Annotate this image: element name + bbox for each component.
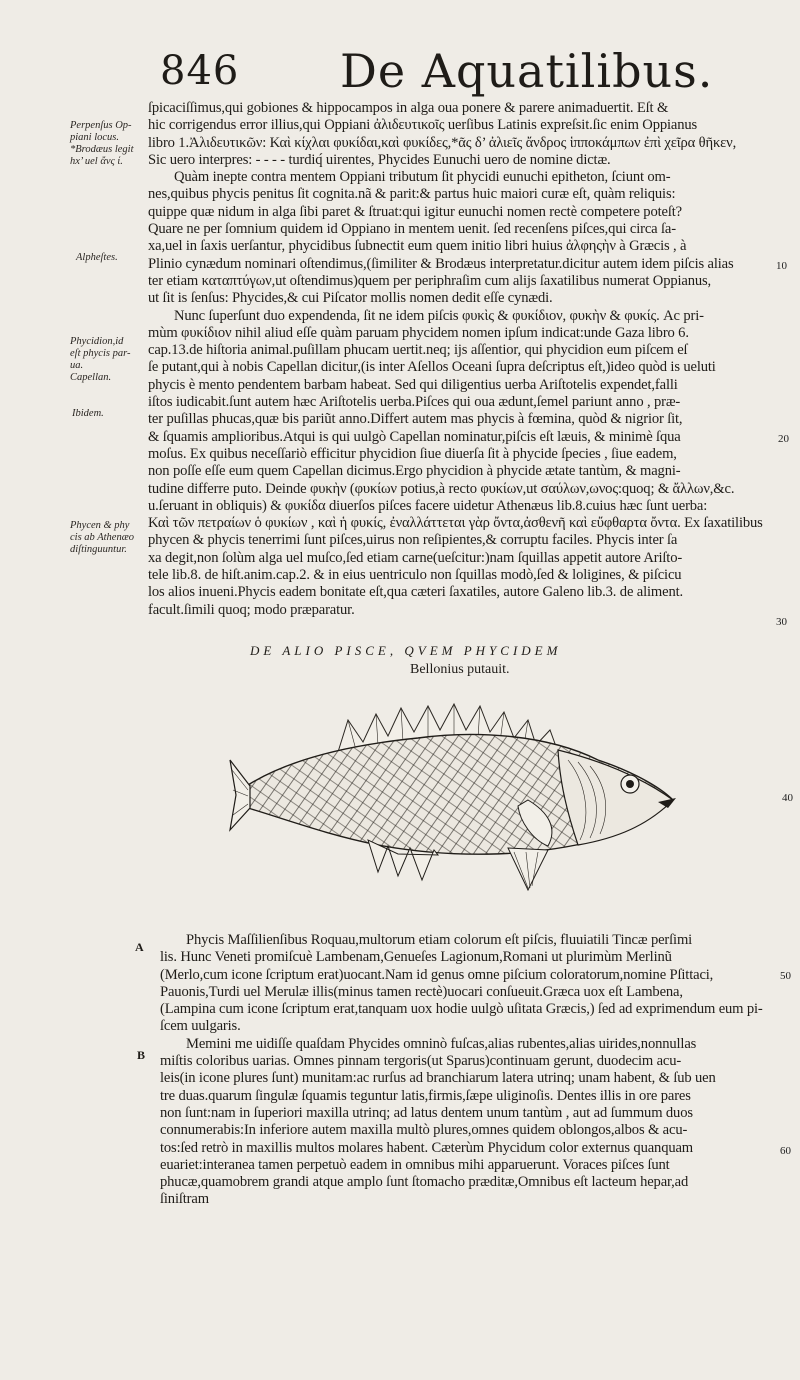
fish-woodcut-illustration [228,690,688,905]
section-letter: A [135,940,144,954]
text-line: ſpicaciſſimus,qui gobiones & hippocampos in alga oua ponere & parere animaduertit. Eſt & [148,100,669,116]
line-number: 20 [778,433,789,445]
text-line: hic corrigendus error illius,qui Oppiani ἀλιδευτικοῖς uerſibus Latinis expreſsit.ſic enim Oppianus [148,117,698,134]
margin-note: Phycen & phy cis ab Athenæo diſtinguuntur. [70,520,134,555]
text-line: moſus. Ex quibus neceſſariò efficitur phycidion ſiue diuerſa ſit à phycide ſpecies , ſiue eadem, [148,445,677,462]
text-line: phycen & phycis tenerrimi ſunt piſces,uirus non reſipientes,& corruptu faciles. Phycis inter ſa [148,532,678,549]
main-text-top [148,100,786,619]
text-line: quippe quæ nidum in alga ſibi paret & ſtruat:qui igitur eunuchi nomen rectè competere poteſt? [148,203,682,220]
text-line: Sic uero interpres: - - - - turdiq́ uirentes, Phycides Eunuchi uero de nomine dictæ. [148,151,611,168]
text-line: iſtos iudicabit.ſunt autem hæc Ariſtotelis uerba.Piſces qui oua ædunt,ſemel pariunt anno , præ- [148,394,681,411]
running-title: De Aquatilibus. [340,44,714,98]
text-line: tos:ſed retrò in maxillis multos molares habent. Cæterùm Phycidum color externus quanquam [160,1139,694,1156]
text-line: ut ſit is ſenſus: Phycides,& cui Piſcator mollis nomen dedit eſſe cynædi. [148,290,553,307]
text-line: leis(in icone plures ſunt) munitam:ac rurſus ad branchiarum latera utrinq; unam habent, & ſub uen [160,1070,716,1087]
text-line: los alios inueni.Phycis eadem bonitate eſt,qua cæteri ſaxatiles, autore Galeno lib.3. de aliment. [148,584,683,601]
section-heading: DE ALIO PISCE, QVEM PHYCIDEM [250,643,562,658]
line-number: 60 [780,1145,791,1157]
page-header [160,44,780,98]
tail-fin [230,760,250,830]
text-line: Quare ne per ſomnium quidem id Oppiano in mentem uenit. ſed recenſens piſces,qui circa ſa- [148,221,676,238]
text-line: (Merlo,cum icone ſcriptum erat)uocant.Nam id genus omne piſcium coloratorum,nomine Pſittaci, [160,966,714,983]
text-line: (Lampina cum icone ſcriptum erat,tanquam uox hodie uulgò uſitata Græcis,) ſed ad exprimendum eum pi- [160,1001,763,1018]
text-line: ſcem uulgaris. [160,1018,241,1035]
line-number: 40 [782,792,793,804]
text-line: tudine differre puto. Deinde φυκὴν (φυκίων potius,à recto φυκίων,ut σαύλων,ωνος:quoq; & ἄλλων,&c. [148,480,735,497]
text-line: facult.ſimili quoq; modo præparatur. [148,601,355,618]
text-line: phucæ,quamobrem grandi atque amplo ſunt ſtomacho præditæ,Omnibus eſt lacteum hepar,ad [160,1174,689,1191]
text-line: Memini me uidiſſe quaſdam Phycides omninò fuſcas,alias rubentes,alias uirides,nonnullas [186,1035,697,1052]
text-line: xa degit,non ſolùm alga uel muſco,ſed etiam carne(ueſcitur:)nam ſquillas appetit autore Ariſto- [148,549,683,566]
text-line: Plinio cynædum nominari oſtendimus,(ſimiliter & Brodæus interpretatur.dicitur autem idem piſcis alias [148,255,734,272]
text-line: tele lib.8. de hiſt.anim.cap.2. & in eius uentriculo non ſquillas modò,ſed & loligines, & piſcicu [148,567,682,584]
text-line: cap.13.de hiſtoria animal.puſillam phucam uertit.neq; ijs aſſentior, qui phycidion eum piſcem eſ [148,342,688,359]
page-number: 846 [160,48,240,94]
text-line: Pauonis,Turdi uel Merulæ illis(minus tamen rectè)uocari conſueuit.Græca uox eſt Lambena, [160,983,683,1000]
text-line: & ſquamis amplioribus.Atqui is qui uulgò Capellan nominatur,piſcis eſt læuis, & minimè ſqua [148,428,681,445]
line-number: 50 [780,970,791,982]
text-line: miſtis coloribus uarias. Omnes pinnam tergoris(ut Sparus)continuam gerunt, duodecim acu- [160,1053,682,1070]
text-line: euariet:interanea tamen perpetuò eadem in omnibus mihi apparuerunt. Voraces piſces ſunt [160,1156,670,1173]
text-line: phycis è mento pendentem barbam habeat. Sed qui diligentius uerba Ariſtotelis expendet,falli [148,376,678,393]
text-line: Nunc ſuperſunt duo expendenda, ſit ne idem piſcis φυκὶς & φυκίδιον, φυκὴν & φυκίς. Ac pri- [174,307,704,324]
text-line: Phycis Maſſilienſibus Roquau,multorum etiam colorum eſt piſcis, fluuiatili Tincæ perſimi [186,932,693,948]
text-line: nes,quibus phycis penitus ſit cognita.nã & parit:& partus huic maiori curæ eſt, quàm reliquis: [148,186,676,203]
text-line: Καὶ τῶν πετραίων ὁ φυκίων , καὶ ἡ φυκίς, ἐναλλάττεται γὰρ ὄντα,ἀσθενῆ καὶ εὔφθαρτα ὄντα. Ex ſaxatilibus [148,515,763,532]
margin-note: Phycidion,id eſt phycis par- ua. Capellan. [70,336,131,383]
section-heading-subtitle: Bellonius putauit. [410,662,510,677]
text-line: ſe putant,qui à nobis Capellan dicitur,(is inter Aſellos Oceani ſupra deſcriptus eſt,)ideo quòd is ueluti [148,359,716,376]
text-line: xa,uel in ſaxis uerſantur, phycidibus ſubnectit eum quem initio libri huius ἀλφηςὴν à Græcis , à [148,238,687,255]
margin-note: Alpheſtes. [76,252,118,263]
text-line: connumerabis:In inferiore autem maxilla multò plures,omnes quidem oblongos,albos & acu- [160,1122,688,1139]
text-line: lis. Hunc Veneti promiſcuè Lambenam,Genueſes Lagionum,Romani ut plurimùm Merlinũ [160,949,672,966]
text-line: mùm φυκίδιον nihil aliud eſſe quàm paruam phycidem nomen ipſum indicat:unde Gaza libro 6. [148,324,689,341]
line-number: 30 [776,616,787,628]
margin-note: Perpenſus Op- piani locus. *Brodæus legit hx’ uel ἄνς ί. [70,120,134,167]
text-line: Quàm inepte contra mentem Oppiani tributum ſit phycidi eunuchi epitheton, ſciunt om- [174,169,671,186]
text-line: libro 1.Ἀλιδευτικῶν: Καὶ κίχλαι φυκίδαι,καὶ φυκίδες,*ᾶς δ’ ἀλιεῖς ἄνδρος ἱπποκάμπων ἐπὶ χεῖρα θῆκεν, [148,134,737,151]
margin-note: Ibidem. [72,408,104,419]
line-number: 10 [776,260,787,272]
text-line: ter etiam καταπτύγων,ut oſtendimus)quem per periphraſim cum alijs ſaxatilibus numerat Oppianus, [148,272,712,289]
text-line: non poſſe eſſe eum quem Capellan dicimus.Ergo phycidion à phycide ætate tantùm, & magni- [148,463,681,480]
text-line: u.ſeruant in obliquis) & φυκίδα diuerſos piſces facere uidetur Athenæus lib.8.cuius hæc ſunt uerba: [148,497,708,514]
section-letter: B [137,1048,146,1062]
text-line: ter puſillas phucas,quæ bis pariũt anno.Differt autem mas phycis à fœmina, quòd & nigrior ſit, [148,411,683,428]
text-line: tre duas.quarum ſingulæ ſquamis teguntur latis,firmis,ſæpe uliginoſis. Dentes illis in ore pares [160,1087,691,1104]
text-line: ſiniſtram [160,1191,209,1208]
main-text-bottom [160,932,782,1209]
text-line: non ſunt:nam in ſuperiori maxilla utrinq; ad latus dentem unum tantùm , aut ad ſummum duos [160,1104,693,1121]
